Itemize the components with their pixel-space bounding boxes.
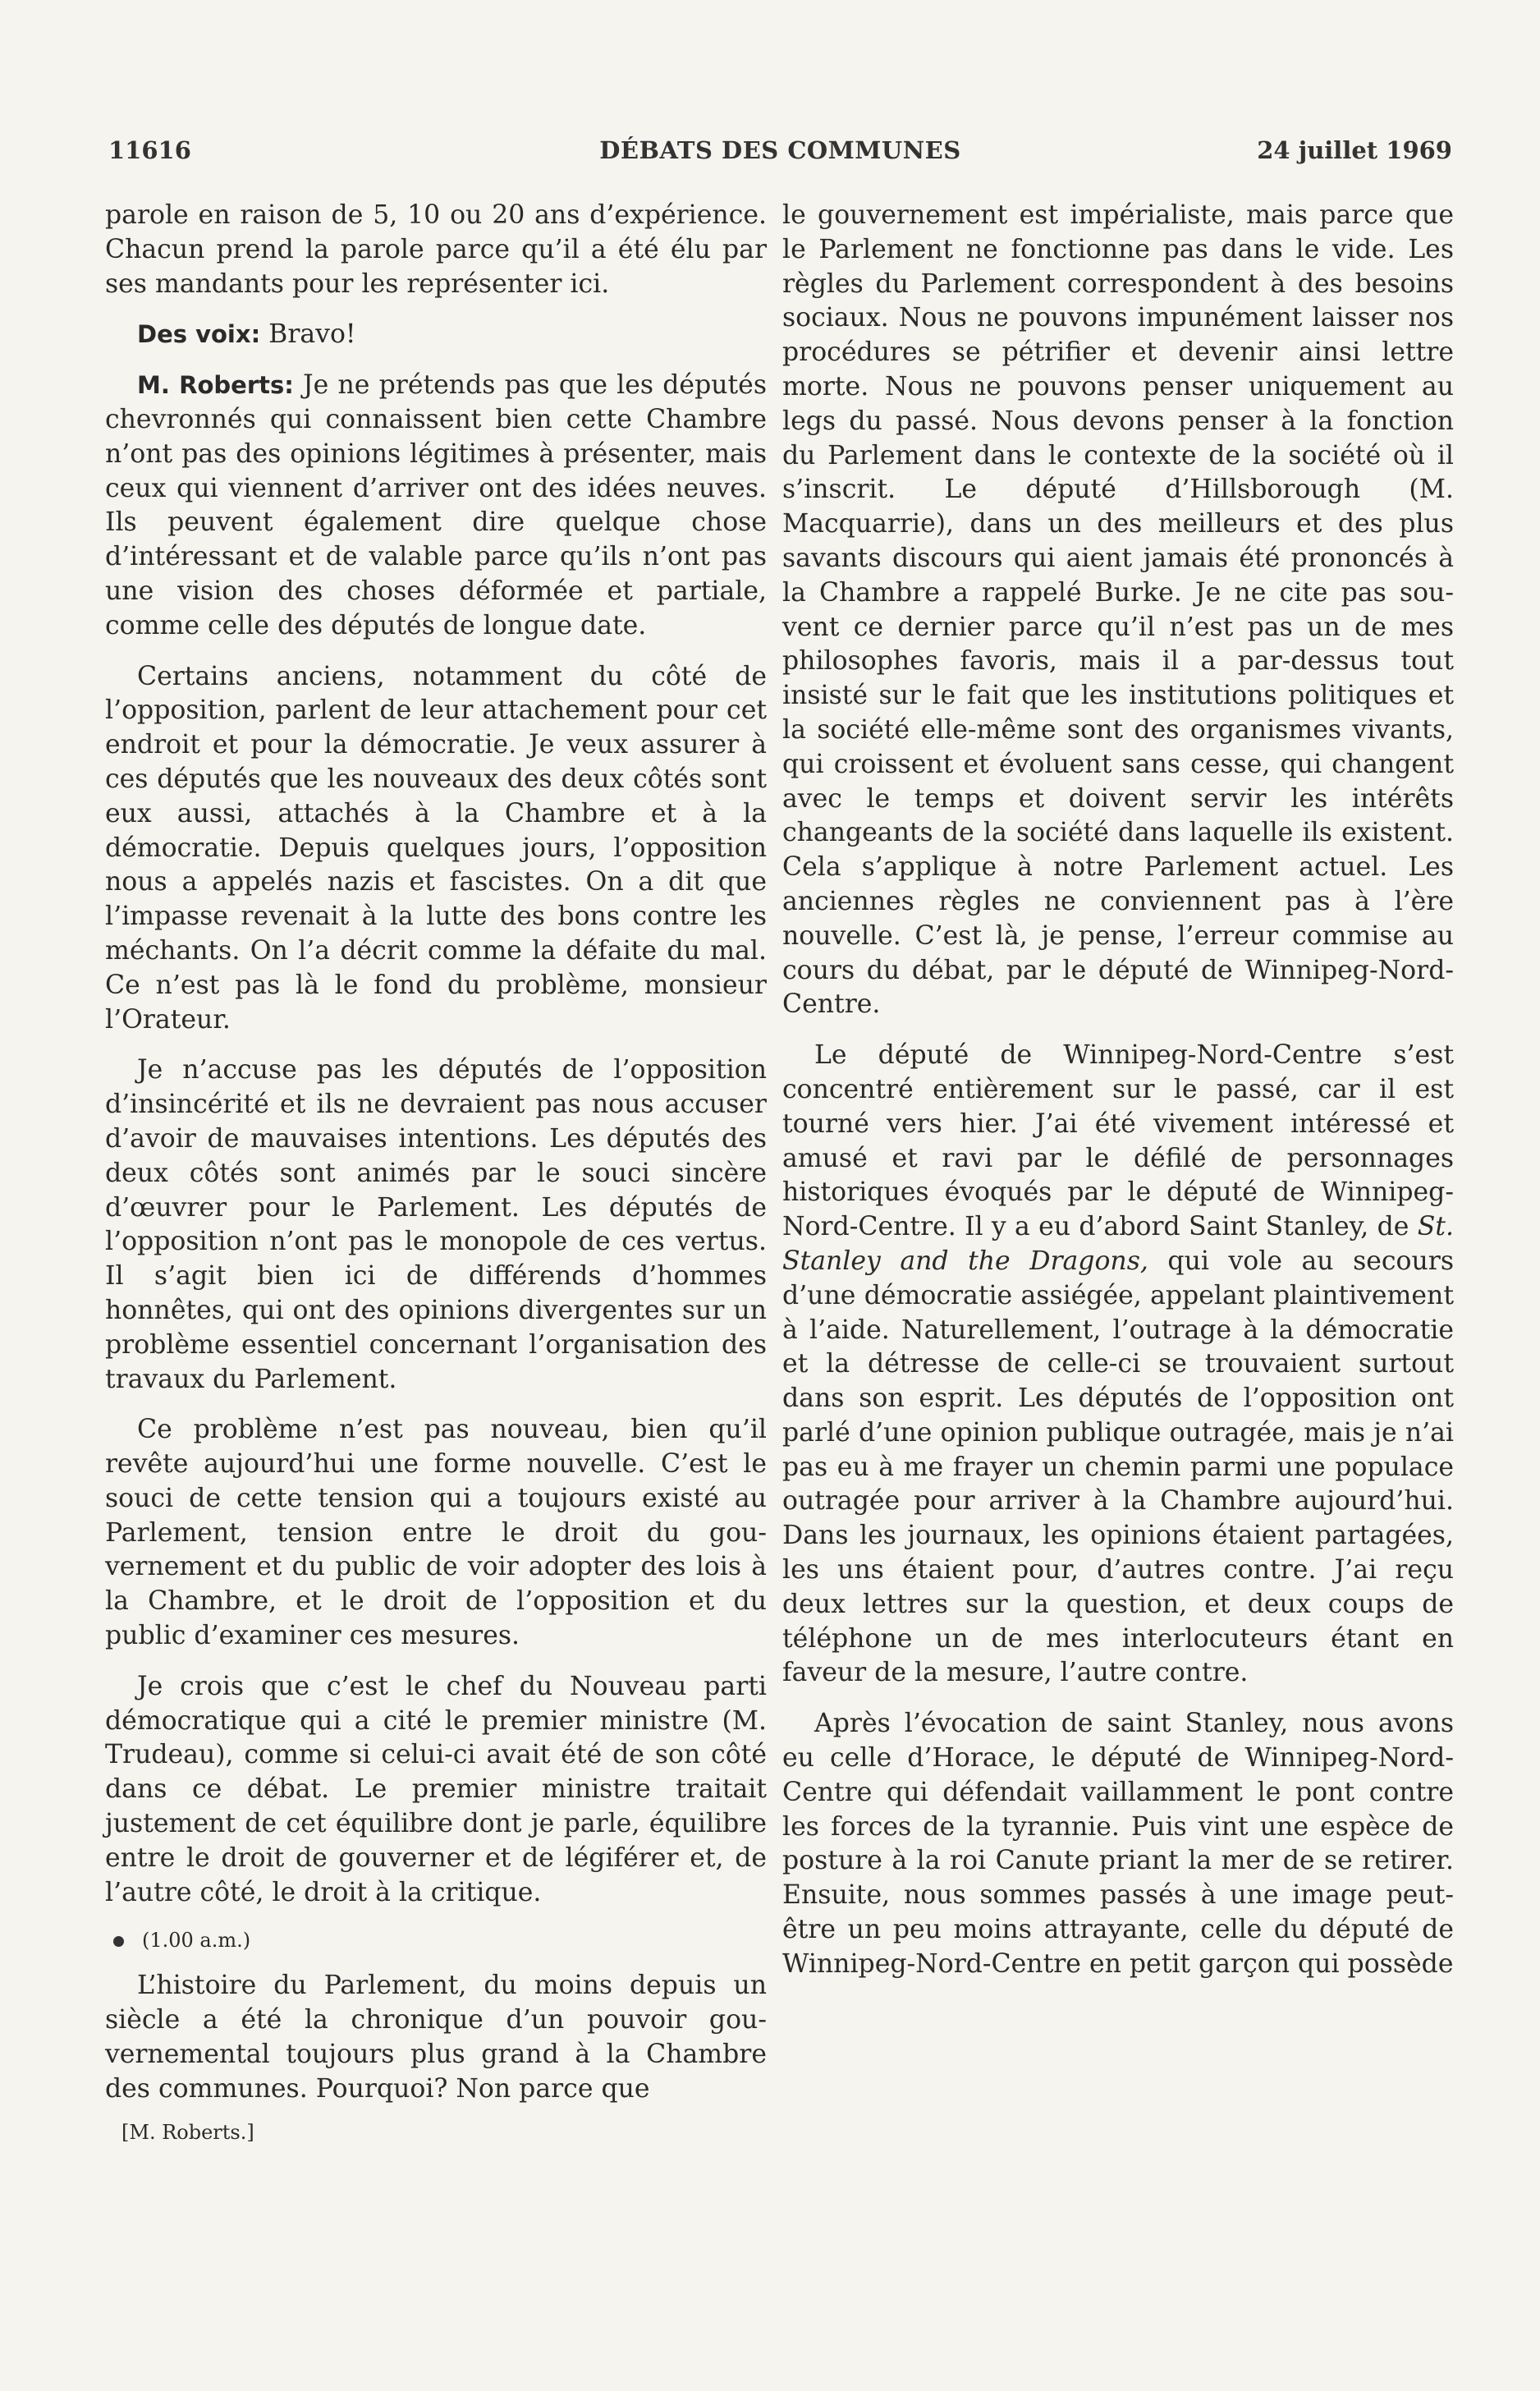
speaker-name: M. Roberts:: [137, 371, 294, 400]
paragraph: Certains anciens, notamment du côté de l’opposition, parlent de leur attachement pour cet endroit et pour la démocratie. Je veux assurer à ces députés que les nouveaux des deux côtés sont eux aussi, attachés à la Chambre et à la démocratie. Depuis quelques jours, l’opposition nous a appelés nazis et fascistes. On a dit que l’impasse revenait à la lutte des bons contre les méchants. On l’a décrit comme la défaite du mal. Ce n’est pas là le fond du problème, monsieur l’Orateur.: [105, 661, 767, 1035]
paragraph: Ce problème n’est pas nouveau, bien qu’il revête aujourd’hui une forme nouvelle. C’est le souci de cette tension qui a toujours existé au Parlement, tension entre le droit du gouvernement et du public de voir adopter des lois à la Chambre, et le droit de l’opposition et du public d’examiner ces mesures.: [105, 1415, 767, 1651]
speech-text: Bravo!: [260, 319, 356, 350]
left-column: [105, 199, 767, 2163]
journal-title: DÉBATS DES COMMUNES: [599, 136, 961, 164]
paragraph: [782, 1039, 1454, 1691]
page-number: 11616: [108, 136, 191, 164]
paragraph: Je crois que c’est le chef du Nouveau parti démocratique qui a cité le premier ministre (M. Trudeau), comme si celui-ci avait été de son côté dans ce débat. Le premier ministre traitait justement de cet équilibre dont je parle, équilibre entre le droit de gouverner et de légiférer et, de l’autre côté, le droit à la critique.: [105, 1671, 767, 1907]
timestamp: (1.00 a.m.): [142, 1929, 251, 1953]
paragraph: L’histoire du Parlement, du moins depuis un siècle a été la chronique d’un pouvoir gouvernemental toujours plus grand à la Chambre des communes. Pourquoi? Non parce que: [105, 1971, 767, 2104]
issue-date: 24 juillet 1969: [1257, 136, 1452, 164]
paragraph: le gouvernement est impérialiste, mais parce que le Parlement ne fonctionne pas dans le vide. Les règles du Parlement correspondent à des besoins sociaux. Nous ne pouvons impunément laisser nos procédures se pétrifier et devenir ainsi lettre morte. Nous ne pouvons penser uniquement au legs du passé. Nous devons penser à la fonction du Parlement dans le contexte de la société où il s’inscrit. Le député d’Hillsborough (M. Macquarrie), dans un des meilleurs et des plus savants discours qui aient jamais été prononcés à la Chambre a rappelé Burke. Je ne cite pas souvent ce dernier parce qu’il n’est pas un de mes philosophes favoris, mais il a par-dessus tout insisté sur le fait que les institutions politiques et la société elle-même sont des organismes vivants, qui croissent et évoluent sans cesse, qui changent avec le temps et doivent servir les intérêts changeants de la société dans laquelle ils existent. Cela s’applique à notre Parlement actuel. Les anciennes règles ne conviennent pas à l’ère nouvelle. C’est là, je pense, l’erreur commise au cours du débat, par le député de Winnipeg-Nord-Centre.: [782, 200, 1454, 1020]
paragraph: [105, 318, 767, 352]
work-title: St. Stanley and the Dragons,: [782, 1212, 1454, 1276]
paragraph-text: qui vole au secours d’une démocratie assiégée, appelant plaintivement à l’aide. Naturellement, l’outrage à la démocratie et la détresse de celle-ci se trouvaient surtout dans son esprit. Les députés de l’opposition ont parlé d’une opinion publique outragée, mais je n’ai pas eu à me frayer un chemin parmi une populace outragée pour arriver à la Chambre aujourd’hui. Dans les journaux, les opinions étaient partagées, les uns étaient pour, d’autres contre. J’ai reçu deux lettres sur la question, et deux coups de téléphone un de mes interlocuteurs étant en faveur de la mesure, l’autre contre.: [782, 1246, 1454, 1688]
speaker-name: Des voix:: [137, 320, 261, 349]
right-column: [782, 199, 1454, 1999]
bullet-icon: [113, 1936, 124, 1947]
paragraph: parole en raison de 5, 10 ou 20 ans d’expérience. Chacun prend la parole parce qu’il a été élu par ses mandants pour les représenter ici.: [105, 200, 767, 299]
timestamp-line: [105, 1926, 767, 1954]
speaker-footnote: [M. Roberts.]: [121, 2120, 254, 2144]
paragraph: Je n’accuse pas les députés de l’opposition d’insincérité et ils ne devraient pas nous accuser d’avoir de mauvaises intentions. Les députés des deux côtés sont animés par le souci sincère d’œuvrer pour le Parlement. Les députés de l’opposition n’ont pas le monopole de ces vertus. Il s’agit bien ici de différends d’hommes honnêtes, qui ont des opinions divergentes sur un problème essentiel concernant l’organisation des travaux du Parlement.: [105, 1055, 767, 1394]
paragraph-text: Le député de Winnipeg-Nord-Centre s’est concentré entièrement sur le passé, car il est tourné vers hier. J’ai été vivement intéressé et amusé et ravi par le défilé de personnages historiques évoqués par le député de Winnipeg-Nord-Centre. Il y a eu d’abord Saint Stanley, de: [782, 1040, 1454, 1242]
paragraph: [105, 369, 767, 643]
page-header: [108, 136, 1452, 174]
paragraph: Après l’évocation de saint Stanley, nous avons eu celle d’Horace, le député de Winnipeg-Nord-Centre qui défendait vaillamment le pont contre les forces de la tyrannie. Puis vint une espèce de posture à la roi Canute priant la mer de se retirer. Ensuite, nous sommes passés à une image peut-être un peu moins attrayante, celle du député de Winnipeg-Nord-Centre en petit garçon qui possède: [782, 1709, 1454, 1979]
speech-text: Je ne prétends pas que les députés chevronnés qui connaissent bien cette Chambre n’ont pas des opinions légitimes à présenter, mais ceux qui viennent d’arriver ont des idées neuves. Ils peuvent également dire quelque chose d’intéressant et de valable parce qu’ils n’ont pas une vision des choses déformée et partiale, comme celle des députés de longue date.: [105, 370, 767, 640]
